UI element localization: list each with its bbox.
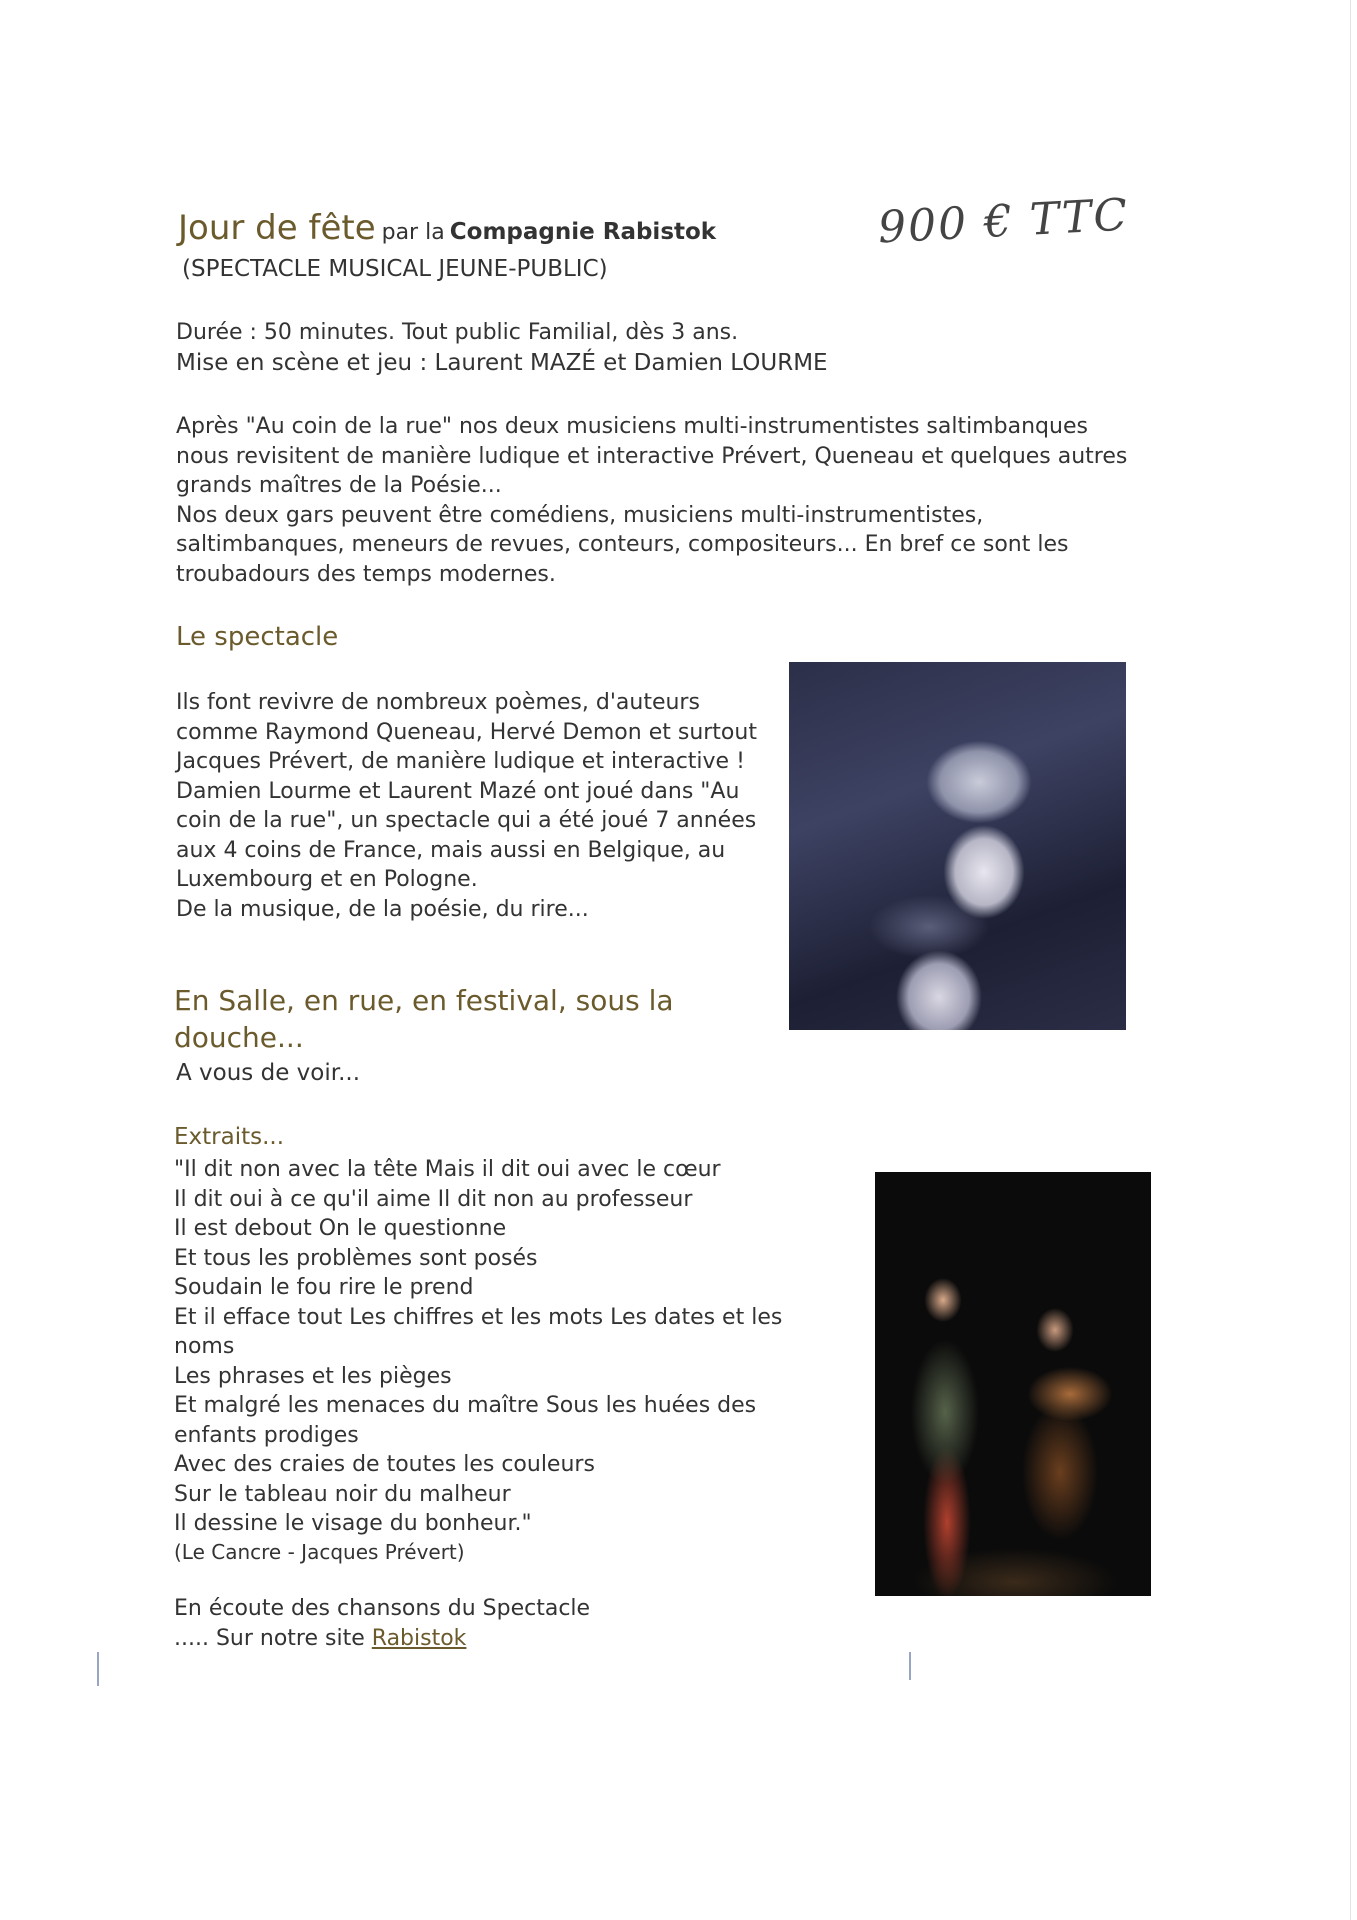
scan-mark xyxy=(909,1652,911,1680)
stage-performance-photo xyxy=(875,1172,1151,1596)
poem-line: Il est debout On le questionne xyxy=(174,1216,507,1241)
poem-line: Et tous les problèmes sont posés xyxy=(174,1245,538,1271)
title-by: par la xyxy=(381,220,445,245)
spectacle-paragraph: De la musique, de la poésie, du rire... xyxy=(176,896,589,922)
intro-paragraph: Après "Au coin de la rue" nos deux musiciens multi-instrumentistes saltimbanques nous revisitent de manière ludique et interactive Prévert, Queneau et quelques autres grands maîtres de la Poésie... xyxy=(176,414,1128,498)
poem-line: Et malgré les menaces du maître Sous les huées des enfants prodiges xyxy=(174,1393,757,1448)
title-line xyxy=(178,208,716,248)
listen-line: En écoute des chansons du Spectacle xyxy=(174,1596,591,1621)
section-title-spectacle: Le spectacle xyxy=(176,622,339,652)
poem-line: Soudain le fou rire le prend xyxy=(174,1275,474,1300)
poem-line: Et il efface tout Les chiffres et les mots Les dates et les noms xyxy=(174,1304,783,1359)
spectacle-paragraph: Damien Lourme et Laurent Mazé ont joué dans "Au coin de la rue", un spectacle qui a été joué 7 années aux 4 coins de France, mais aussi en Belgique, au Luxembourg et en Pologne. xyxy=(176,778,757,892)
site-prefix: ..... Sur notre site xyxy=(174,1626,365,1651)
tagline-sub: A vous de voir... xyxy=(176,1060,361,1086)
duration-line: Durée : 50 minutes. Tout public Familial, dès 3 ans. xyxy=(176,320,739,345)
spectacle-paragraph: Ils font revivre de nombreux poèmes, d'auteurs comme Raymond Queneau, Hervé Demon et surtout Jacques Prévert, de manière ludique et interactive ! xyxy=(176,690,757,774)
poem-credit: (Le Cancre - Jacques Prévert) xyxy=(174,1540,465,1564)
rabistok-site-link[interactable]: Rabistok xyxy=(371,1626,467,1651)
poem-line: "Il dit non avec la tête Mais il dit oui avec le cœur xyxy=(174,1157,721,1182)
page-edge xyxy=(1350,0,1351,1920)
poem-line: Les phrases et les pièges xyxy=(174,1363,452,1389)
company-name: Compagnie Rabistok xyxy=(449,219,717,245)
poem-excerpt xyxy=(174,1155,814,1539)
show-subtitle: (SPECTACLE MUSICAL JEUNE-PUBLIC) xyxy=(182,256,608,282)
tagline: En Salle, en rue, en festival, sous la douche... xyxy=(174,984,674,1054)
poem-line: Avec des craies de toutes les couleurs xyxy=(174,1452,595,1477)
intro-paragraph: Nos deux gars peuvent être comédiens, musiciens multi-instrumentistes, saltimbanques, meneurs de revues, conteurs, compositeurs... En bref ce sont les troubadours des temps modernes. xyxy=(176,502,1069,587)
poem-line: Sur le tableau noir du malheur xyxy=(174,1481,511,1507)
site-line xyxy=(174,1626,466,1651)
performers-portrait-photo xyxy=(789,662,1126,1030)
poem-line: Il dit oui à ce qu'il aime Il dit non au professeur xyxy=(174,1186,693,1212)
show-title: Jour de fête xyxy=(178,208,376,248)
intro-text xyxy=(176,412,1136,589)
scan-mark xyxy=(97,1652,99,1686)
extraits-title: Extraits... xyxy=(174,1124,285,1150)
poem-line: Il dessine le visage du bonheur." xyxy=(174,1511,532,1536)
spectacle-text xyxy=(176,688,776,924)
staging-line: Mise en scène et jeu : Laurent MAZÉ et Damien LOURME xyxy=(176,350,828,376)
handwritten-price: 900 € TTC xyxy=(876,189,1131,254)
